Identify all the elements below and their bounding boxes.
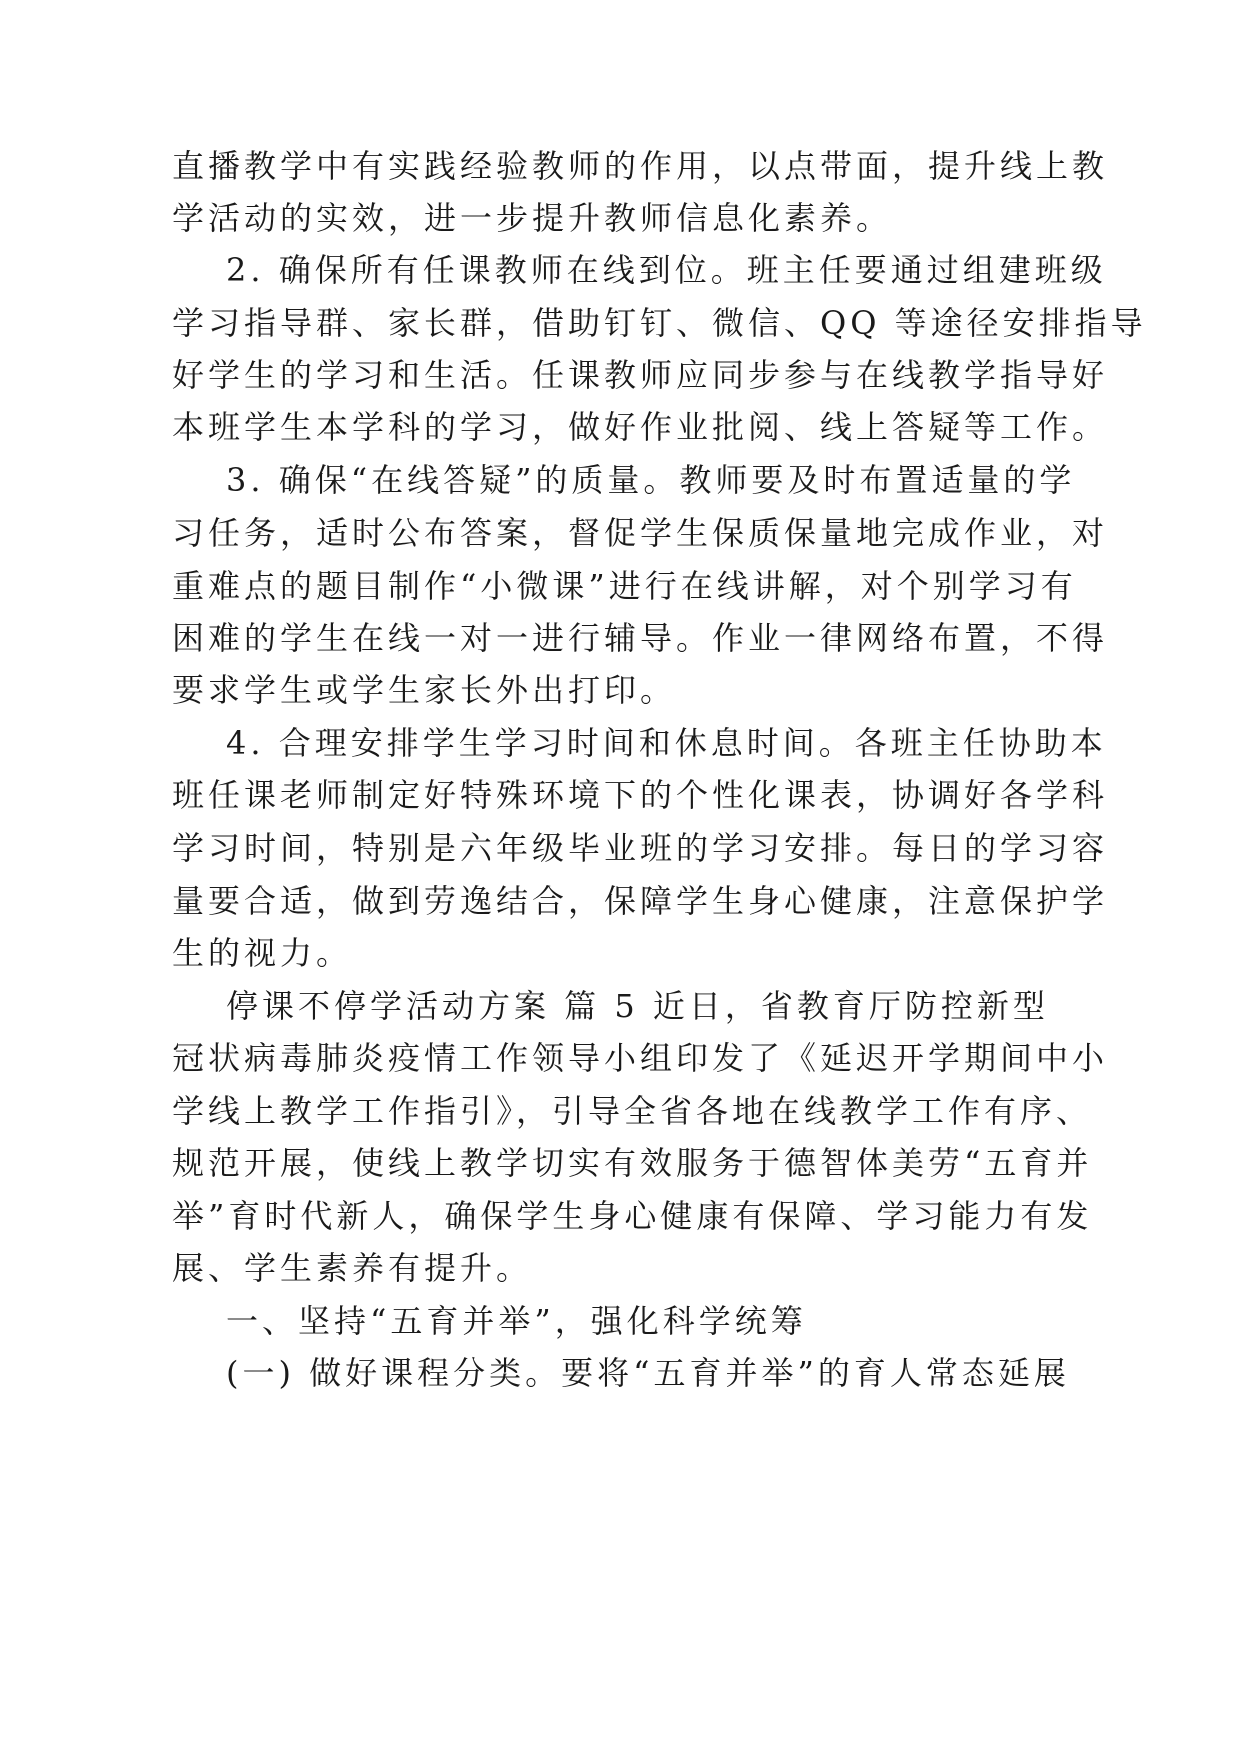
text-line-11: 要求学生或学生家长外出打印。 (172, 671, 677, 709)
text-line-21: 举”育时代新人，确保学生身心健康有保障、学习能力有发 (172, 1197, 1093, 1235)
text-line-15: 量要合适，做到劳逸结合，保障学生身心健康，注意保护学 (172, 882, 1109, 920)
text-line-8: 习任务，适时公布答案，督促学生保质保量地完成作业，对 (172, 514, 1109, 552)
text-line-12: 4. 合理安排学生学习时间和休息时间。各班主任协助本 (226, 724, 1107, 762)
text-line-18: 冠状病毒肺炎疫情工作领导小组印发了《延迟开学期间中小 (172, 1039, 1109, 1077)
text-line-4: 学习指导群、家长群，借助钉钉、微信、QQ 等途径安排指导 (172, 304, 1147, 342)
text-line-3: 2. 确保所有任课教师在线到位。班主任要通过组建班级 (226, 251, 1107, 289)
text-line-24: (一) 做好课程分类。要将“五育并举”的育人常态延展 (226, 1354, 1070, 1392)
text-line-6: 本班学生本学科的学习，做好作业批阅、线上答疑等工作。 (172, 408, 1109, 446)
text-line-5: 好学生的学习和生活。任课教师应同步参与在线教学指导好 (172, 356, 1109, 394)
text-line-10: 困难的学生在线一对一进行辅导。作业一律网络布置，不得 (172, 619, 1109, 657)
text-line-14: 学习时间，特别是六年级毕业班的学习安排。每日的学习容 (172, 829, 1109, 867)
section-heading: 一、坚持“五育并举”，强化科学统筹 (226, 1302, 807, 1340)
text-line-22: 展、学生素养有提升。 (172, 1249, 533, 1287)
text-line-19: 学线上教学工作指引》，引导全省各地在线教学工作有序、 (172, 1092, 1093, 1130)
text-line-16: 生的视力。 (172, 934, 353, 972)
text-line-2: 学活动的实效，进一步提升教师信息化素养。 (172, 199, 893, 237)
text-line-9: 重难点的题目制作“小微课”进行在线讲解，对个别学习有 (172, 567, 1077, 605)
text-line-17: 停课不停学活动方案 篇 5 近日，省教育厅防控新型 (226, 987, 1049, 1025)
text-line-7: 3. 确保“在线答疑”的质量。教师要及时布置适量的学 (226, 461, 1076, 499)
text-line-20: 规范开展，使线上教学切实有效服务于德智体美劳“五育并 (172, 1144, 1093, 1182)
text-line-1: 直播教学中有实践经验教师的作用，以点带面，提升线上教 (172, 147, 1109, 185)
text-line-13: 班任课老师制定好特殊环境下的个性化课表，协调好各学科 (172, 776, 1109, 814)
